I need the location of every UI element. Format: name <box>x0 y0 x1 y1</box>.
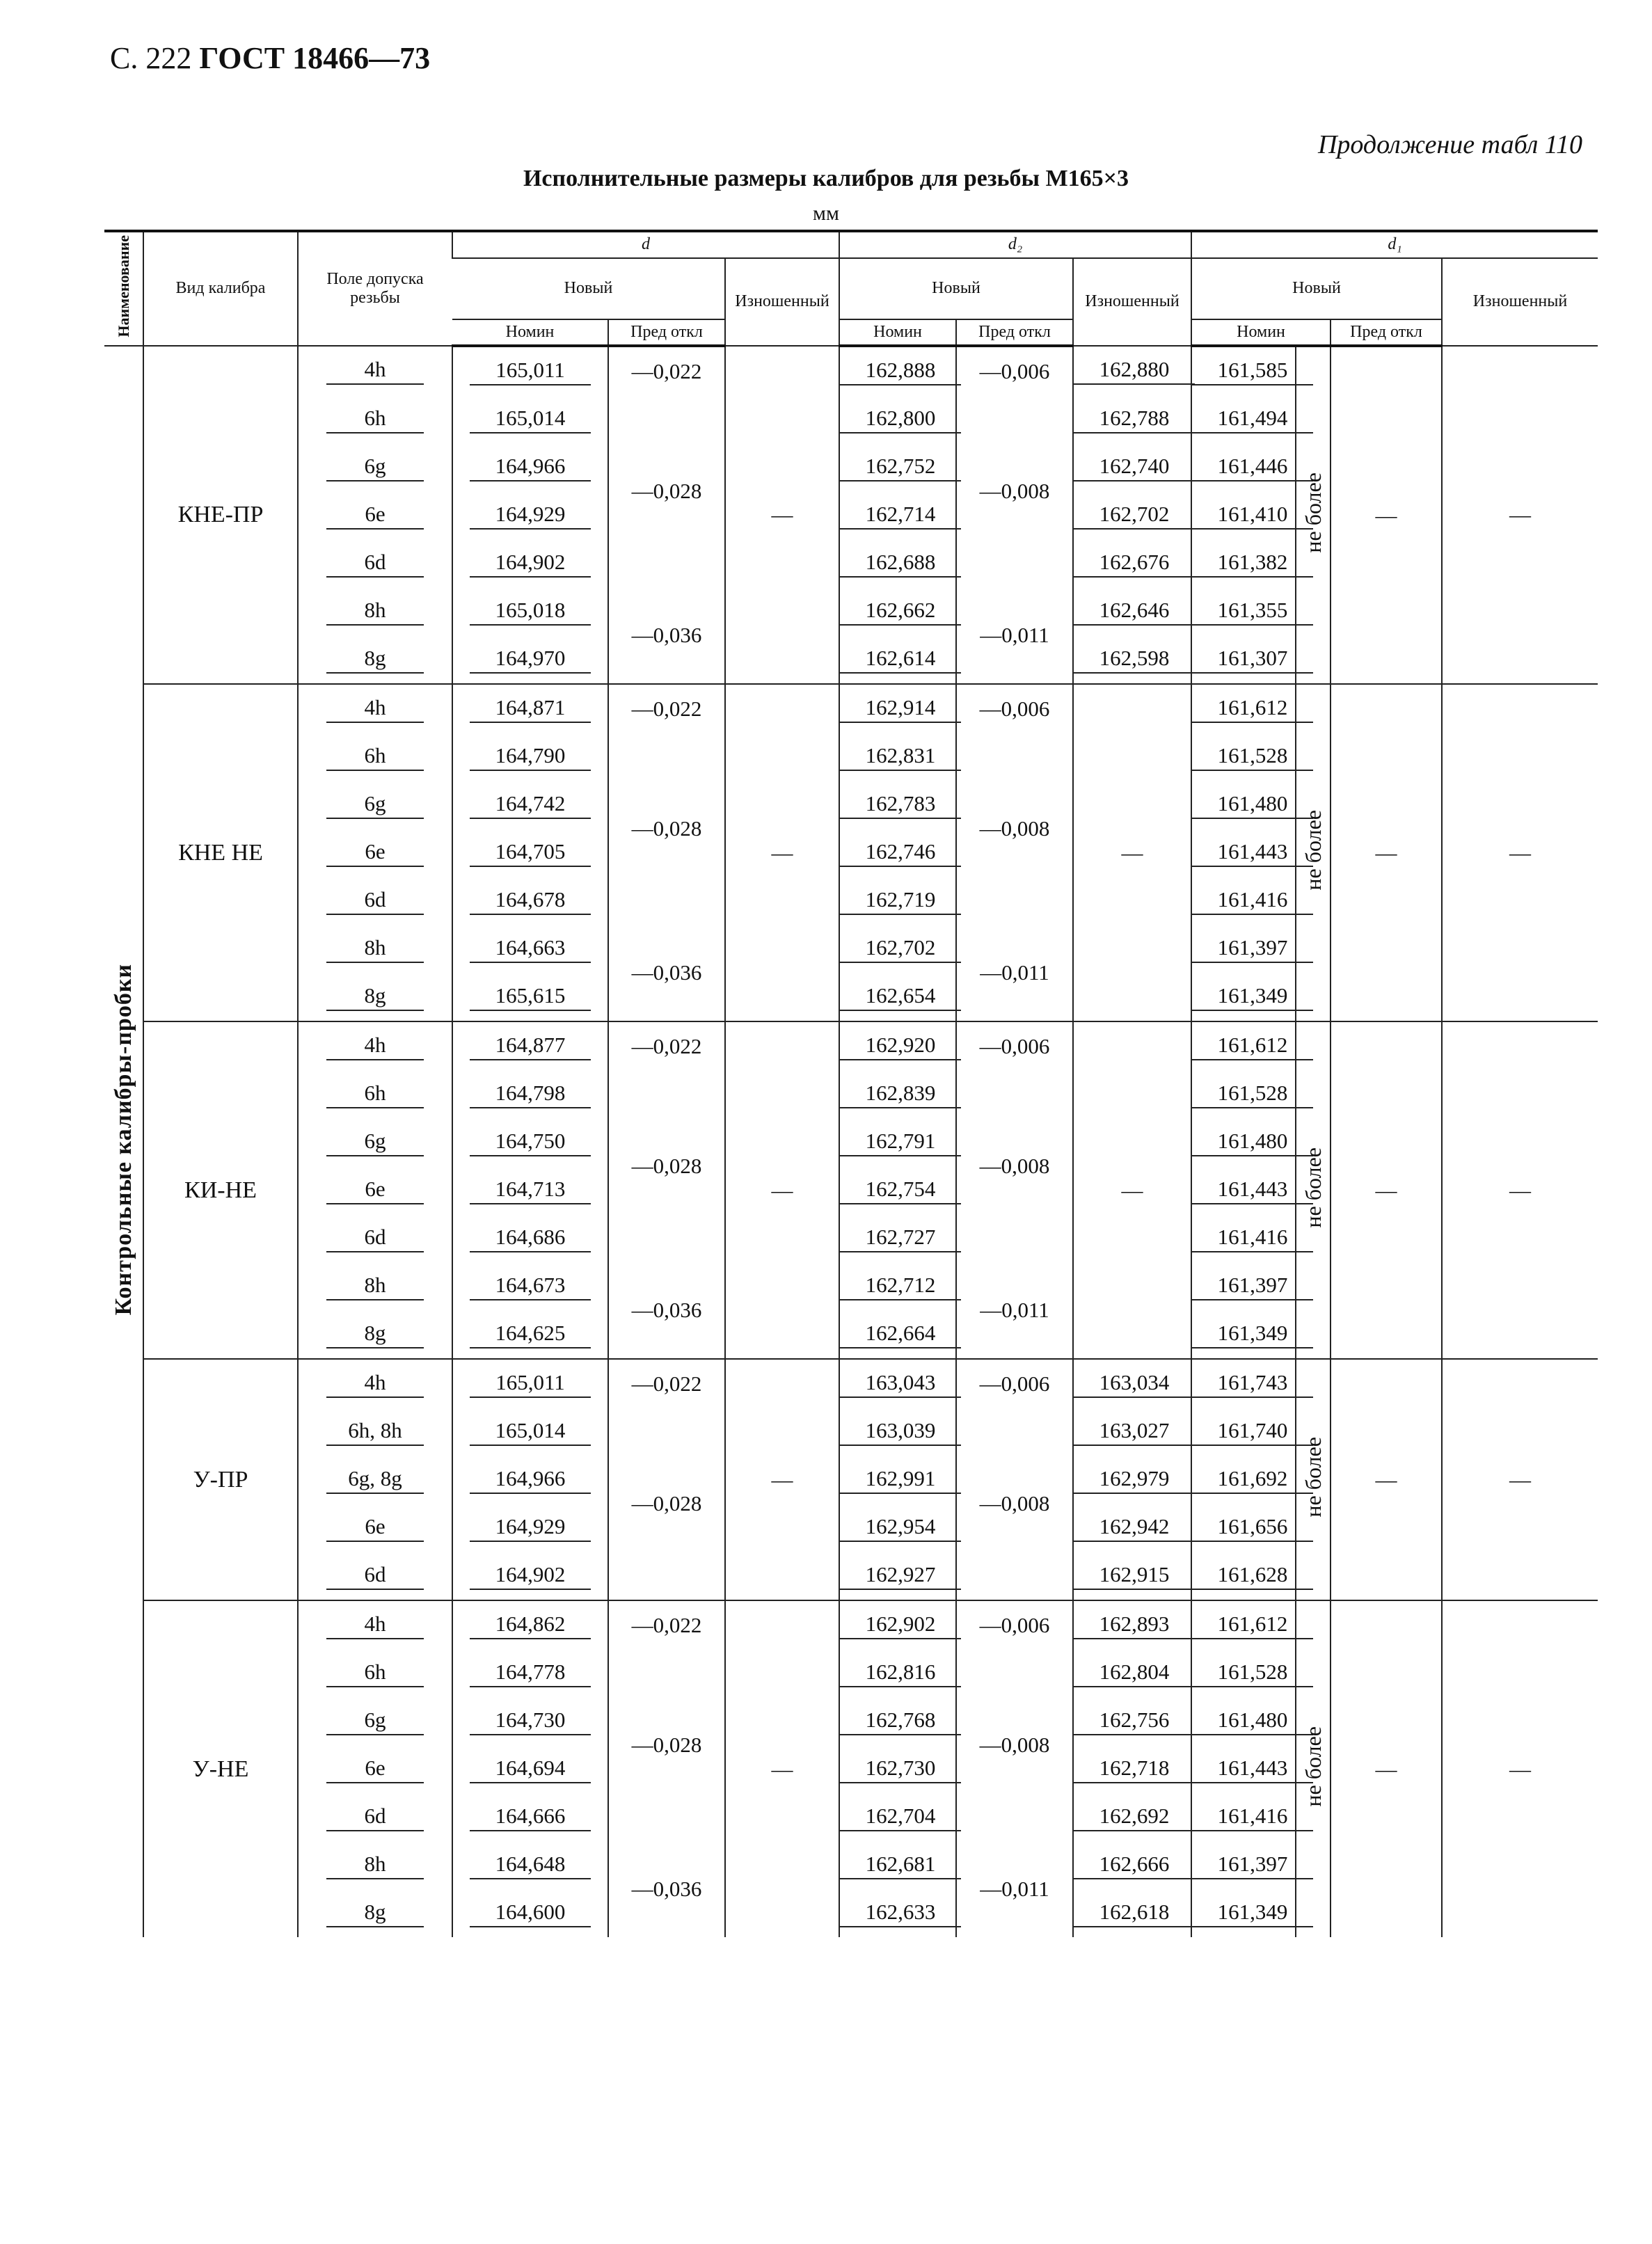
d2-nominal: 162,752 <box>839 443 956 491</box>
d2-worn: 162,979 <box>1073 1456 1191 1504</box>
page-number: С. 222 <box>110 41 192 75</box>
tolerance-field: 8h <box>298 925 452 973</box>
tolerance-field: 4h <box>298 1600 452 1649</box>
d2-nominal: 162,712 <box>839 1262 956 1310</box>
d2-nominal: 162,791 <box>839 1118 956 1166</box>
d2-nominal: 162,800 <box>839 395 956 443</box>
d1-nominal: 161,480 <box>1191 781 1296 829</box>
d1-deviation: — <box>1331 684 1442 1021</box>
d2-worn: 162,915 <box>1073 1552 1191 1600</box>
d-nominal: 164,705 <box>452 829 608 877</box>
d-nominal: 164,678 <box>452 877 608 925</box>
tolerance-field: 6e <box>298 491 452 539</box>
d2-worn: 162,718 <box>1073 1745 1191 1793</box>
d1-nominal: 161,612 <box>1191 684 1296 733</box>
d2-deviation: —0,008 <box>956 1408 1073 1600</box>
col-d1-header: d₁ <box>1191 231 1598 258</box>
d-nominal: 164,970 <box>452 635 608 684</box>
d1-nominal: 161,416 <box>1191 1793 1296 1841</box>
d-worn: — <box>725 684 839 1021</box>
d-worn: — <box>725 1021 839 1359</box>
d2-nominal: 162,702 <box>839 925 956 973</box>
table-row <box>104 1021 1598 1070</box>
d-nominal: 164,902 <box>452 1552 608 1600</box>
d-deviation: —0,028 <box>608 1070 725 1262</box>
d1-nominal: 161,443 <box>1191 1745 1296 1793</box>
d2-new-header: Новый <box>839 258 1073 319</box>
d2-nominal: 162,914 <box>839 684 956 733</box>
d2-deviation: —0,008 <box>956 1070 1073 1262</box>
d1-worn: — <box>1442 1359 1598 1600</box>
d2-worn: 162,942 <box>1073 1504 1191 1552</box>
d1-nominal: 161,416 <box>1191 1214 1296 1262</box>
d-deviation: —0,022 <box>608 684 725 733</box>
tolerance-field: 6d <box>298 1552 452 1600</box>
d1-dev-header: Пред откл <box>1331 319 1442 347</box>
d2-worn: 162,692 <box>1073 1793 1191 1841</box>
d-nominal: 165,615 <box>452 973 608 1021</box>
d2-worn: 162,756 <box>1073 1697 1191 1745</box>
d-deviation: —0,022 <box>608 1359 725 1408</box>
col-d-header: d <box>452 231 839 258</box>
d-nominal: 164,966 <box>452 443 608 491</box>
d1-nominal: 161,656 <box>1191 1504 1296 1552</box>
d1-nominal: 161,528 <box>1191 1649 1296 1697</box>
d-deviation: —0,036 <box>608 925 725 1021</box>
continuation-note: Продолжение табл 110 <box>1317 130 1582 159</box>
d2-nominal: 162,662 <box>839 587 956 635</box>
d-deviation: —0,028 <box>608 1408 725 1600</box>
d1-deviation: — <box>1331 1600 1442 1937</box>
d1-deviation: — <box>1331 1021 1442 1359</box>
d2-nominal: 162,730 <box>839 1745 956 1793</box>
col-tolerance-header: Поле допуска резьбы <box>298 231 452 346</box>
d2-deviation: —0,006 <box>956 1359 1073 1408</box>
d2-nominal: 162,783 <box>839 781 956 829</box>
tolerance-field: 6g <box>298 443 452 491</box>
d1-deviation: — <box>1331 1359 1442 1600</box>
d2-worn: 162,676 <box>1073 539 1191 587</box>
d1-nominal: 161,307 <box>1191 635 1296 684</box>
d-worn: — <box>725 1600 839 1937</box>
d-dev-header: Пред откл <box>608 319 725 347</box>
tolerance-field: 8g <box>298 1889 452 1937</box>
d-new-header: Новый <box>452 258 725 319</box>
d2-worn: 162,618 <box>1073 1889 1191 1937</box>
d-deviation: —0,036 <box>608 1262 725 1359</box>
d1-nominal: 161,382 <box>1191 539 1296 587</box>
not-more-note: не более <box>1296 1600 1331 1937</box>
d-nominal: 164,713 <box>452 1166 608 1214</box>
d2-deviation: —0,006 <box>956 684 1073 733</box>
d2-worn: 162,646 <box>1073 587 1191 635</box>
d-nominal: 164,663 <box>452 925 608 973</box>
d2-nominal: 162,991 <box>839 1456 956 1504</box>
d-nominal: 164,929 <box>452 1504 608 1552</box>
d2-nominal: 162,831 <box>839 733 956 781</box>
d1-nominal: 161,528 <box>1191 733 1296 781</box>
d-nominal: 165,011 <box>452 346 608 395</box>
d-nominal: 164,673 <box>452 1262 608 1310</box>
d2-nominal: 162,664 <box>839 1310 956 1359</box>
unit-label: мм <box>813 202 839 225</box>
gauge-kind: КИ-НЕ <box>143 1021 298 1359</box>
d2-nominal: 162,920 <box>839 1021 956 1070</box>
d2-nominal: 162,888 <box>839 346 956 395</box>
d-nominal: 164,902 <box>452 539 608 587</box>
d1-nominal: 161,528 <box>1191 1070 1296 1118</box>
d2-deviation: —0,008 <box>956 1649 1073 1841</box>
d-nominal: 164,929 <box>452 491 608 539</box>
d-nominal: 164,600 <box>452 1889 608 1937</box>
d2-nominal: 162,688 <box>839 539 956 587</box>
d2-worn: 162,740 <box>1073 443 1191 491</box>
d2-nominal: 163,043 <box>839 1359 956 1408</box>
d2-worn: 162,893 <box>1073 1600 1191 1649</box>
d2-worn-header: Изношенный <box>1073 258 1191 347</box>
d2-worn: 162,598 <box>1073 635 1191 684</box>
d-nominal: 164,778 <box>452 1649 608 1697</box>
not-more-note: не более <box>1296 1359 1331 1600</box>
d-worn-header: Изношенный <box>725 258 839 347</box>
d1-worn: — <box>1442 1600 1598 1937</box>
page-header <box>110 40 430 76</box>
tolerance-field: 6g <box>298 781 452 829</box>
tolerance-field: 6g <box>298 1697 452 1745</box>
d2-nominal: 162,633 <box>839 1889 956 1937</box>
d2-nominal: 162,727 <box>839 1214 956 1262</box>
d1-nominal: 161,410 <box>1191 491 1296 539</box>
tolerance-field: 6h <box>298 1070 452 1118</box>
d-deviation: —0,022 <box>608 346 725 395</box>
d2-nominal: 162,719 <box>839 877 956 925</box>
d2-worn: — <box>1073 1021 1191 1359</box>
d1-nom-header: Номин <box>1191 319 1331 347</box>
tolerance-field: 8h <box>298 1841 452 1889</box>
d2-nominal: 162,654 <box>839 973 956 1021</box>
d-nominal: 164,686 <box>452 1214 608 1262</box>
d-nominal: 164,790 <box>452 733 608 781</box>
tolerance-field: 4h <box>298 1359 452 1408</box>
d2-worn: 163,027 <box>1073 1408 1191 1456</box>
tolerance-field: 6g <box>298 1118 452 1166</box>
d2-worn: — <box>1073 684 1191 1021</box>
d1-nominal: 161,443 <box>1191 829 1296 877</box>
d1-new-header: Новый <box>1191 258 1442 319</box>
d-deviation: —0,028 <box>608 395 725 587</box>
tolerance-field: 8h <box>298 1262 452 1310</box>
d-nominal: 164,871 <box>452 684 608 733</box>
col-kind-header: Вид калибра <box>143 231 298 346</box>
col-name-header: Наименование <box>104 231 143 346</box>
d1-deviation: — <box>1331 346 1442 684</box>
tolerance-field: 6d <box>298 877 452 925</box>
tolerance-field: 4h <box>298 684 452 733</box>
d-nominal: 164,730 <box>452 1697 608 1745</box>
d2-deviation: —0,008 <box>956 733 1073 925</box>
d2-nominal: 162,902 <box>839 1600 956 1649</box>
table-row <box>104 346 1598 395</box>
d-nominal: 165,018 <box>452 587 608 635</box>
d-worn: — <box>725 1359 839 1600</box>
d2-worn: 162,666 <box>1073 1841 1191 1889</box>
tolerance-field: 6e <box>298 1504 452 1552</box>
tolerance-field: 6h <box>298 733 452 781</box>
tolerance-field: 8g <box>298 1310 452 1359</box>
d1-nominal: 161,397 <box>1191 925 1296 973</box>
d2-worn: 162,804 <box>1073 1649 1191 1697</box>
d2-nominal: 162,704 <box>839 1793 956 1841</box>
d2-nominal: 162,614 <box>839 635 956 684</box>
d1-nominal: 161,743 <box>1191 1359 1296 1408</box>
d2-nominal: 162,839 <box>839 1070 956 1118</box>
tolerance-field: 6d <box>298 1214 452 1262</box>
tolerance-field: 6h, 8h <box>298 1408 452 1456</box>
category-cell: Контрольные калибры-пробки <box>104 346 143 1937</box>
d-deviation: —0,036 <box>608 587 725 684</box>
d-nominal: 165,014 <box>452 395 608 443</box>
gauge-kind: КНЕ НЕ <box>143 684 298 1021</box>
d1-nominal: 161,480 <box>1191 1697 1296 1745</box>
d1-nominal: 161,416 <box>1191 877 1296 925</box>
not-more-note: не более <box>1296 684 1331 1021</box>
gauge-table <box>104 230 1598 1937</box>
tolerance-field: 6e <box>298 829 452 877</box>
tolerance-field: 6h <box>298 395 452 443</box>
d-nominal: 164,694 <box>452 1745 608 1793</box>
d2-nominal: 162,816 <box>839 1649 956 1697</box>
d-nominal: 164,742 <box>452 781 608 829</box>
d1-nominal: 161,446 <box>1191 443 1296 491</box>
d2-dev-header: Пред откл <box>956 319 1073 347</box>
d-nominal: 164,750 <box>452 1118 608 1166</box>
d-deviation: —0,036 <box>608 1841 725 1937</box>
d2-worn: 162,702 <box>1073 491 1191 539</box>
d1-worn: — <box>1442 1021 1598 1359</box>
d2-nominal: 162,754 <box>839 1166 956 1214</box>
d2-nominal: 162,681 <box>839 1841 956 1889</box>
d2-worn: 162,880 <box>1073 346 1191 395</box>
d-nominal: 165,014 <box>452 1408 608 1456</box>
d1-nominal: 161,612 <box>1191 1600 1296 1649</box>
d-nominal: 164,666 <box>452 1793 608 1841</box>
tolerance-field: 4h <box>298 1021 452 1070</box>
tolerance-field: 8h <box>298 587 452 635</box>
d2-deviation: —0,006 <box>956 1021 1073 1070</box>
table-row <box>104 1600 1598 1649</box>
d1-nominal: 161,397 <box>1191 1262 1296 1310</box>
d1-nominal: 161,494 <box>1191 395 1296 443</box>
table-caption: Исполнительные размеры калибров для резьбы М165×3 <box>523 166 1129 191</box>
d-nominal: 164,966 <box>452 1456 608 1504</box>
table-body <box>104 346 1598 1937</box>
d-deviation: —0,028 <box>608 1649 725 1841</box>
standard-code: ГОСТ 18466—73 <box>199 41 431 75</box>
table-row <box>104 1359 1598 1408</box>
d2-deviation: —0,011 <box>956 1262 1073 1359</box>
d2-deviation: —0,006 <box>956 1600 1073 1649</box>
d2-deviation: —0,011 <box>956 587 1073 684</box>
tolerance-field: 8g <box>298 973 452 1021</box>
d-nominal: 164,625 <box>452 1310 608 1359</box>
d-nominal: 165,011 <box>452 1359 608 1408</box>
d1-nominal: 161,349 <box>1191 1889 1296 1937</box>
d1-nominal: 161,349 <box>1191 1310 1296 1359</box>
d1-nominal: 161,585 <box>1191 346 1296 395</box>
d2-worn: 163,034 <box>1073 1359 1191 1408</box>
d-nominal: 164,862 <box>452 1600 608 1649</box>
d-nominal: 164,798 <box>452 1070 608 1118</box>
d2-nominal: 162,746 <box>839 829 956 877</box>
tolerance-field: 8g <box>298 635 452 684</box>
tolerance-field: 6d <box>298 539 452 587</box>
d2-nominal: 162,714 <box>839 491 956 539</box>
table-row <box>104 684 1598 733</box>
d1-nominal: 161,397 <box>1191 1841 1296 1889</box>
tolerance-field: 4h <box>298 346 452 395</box>
d2-deviation: —0,006 <box>956 346 1073 395</box>
d1-nominal: 161,480 <box>1191 1118 1296 1166</box>
d2-nominal: 162,954 <box>839 1504 956 1552</box>
tolerance-field: 6e <box>298 1745 452 1793</box>
tolerance-field: 6h <box>298 1649 452 1697</box>
tolerance-field: 6g, 8g <box>298 1456 452 1504</box>
gauge-kind: У-НЕ <box>143 1600 298 1937</box>
d1-worn-header: Изношенный <box>1442 258 1598 347</box>
gauge-kind: У-ПР <box>143 1359 298 1600</box>
table-header <box>104 231 1598 346</box>
not-more-note: не более <box>1296 346 1331 684</box>
d1-nominal: 161,740 <box>1191 1408 1296 1456</box>
table-container <box>104 230 1584 1937</box>
gauge-kind: КНЕ-ПР <box>143 346 298 684</box>
d-deviation: —0,022 <box>608 1021 725 1070</box>
d2-deviation: —0,011 <box>956 925 1073 1021</box>
d-nom-header: Номин <box>452 319 608 347</box>
d-deviation: —0,022 <box>608 1600 725 1649</box>
col-d2-header: d₂ <box>839 231 1191 258</box>
d-nominal: 164,648 <box>452 1841 608 1889</box>
d1-nominal: 161,612 <box>1191 1021 1296 1070</box>
d1-nominal: 161,349 <box>1191 973 1296 1021</box>
d2-nominal: 162,927 <box>839 1552 956 1600</box>
d1-nominal: 161,443 <box>1191 1166 1296 1214</box>
d2-nominal: 163,039 <box>839 1408 956 1456</box>
d1-worn: — <box>1442 684 1598 1021</box>
d-deviation: —0,028 <box>608 733 725 925</box>
d-worn: — <box>725 346 839 684</box>
d2-deviation: —0,011 <box>956 1841 1073 1937</box>
tolerance-field: 6d <box>298 1793 452 1841</box>
d1-worn: — <box>1442 346 1598 684</box>
d1-nominal: 161,628 <box>1191 1552 1296 1600</box>
d1-nominal: 161,355 <box>1191 587 1296 635</box>
d2-worn: 162,788 <box>1073 395 1191 443</box>
not-more-note: не более <box>1296 1021 1331 1359</box>
d2-deviation: —0,008 <box>956 395 1073 587</box>
d1-nominal: 161,692 <box>1191 1456 1296 1504</box>
tolerance-field: 6e <box>298 1166 452 1214</box>
d-nominal: 164,877 <box>452 1021 608 1070</box>
d2-nom-header: Номин <box>839 319 956 347</box>
d2-nominal: 162,768 <box>839 1697 956 1745</box>
